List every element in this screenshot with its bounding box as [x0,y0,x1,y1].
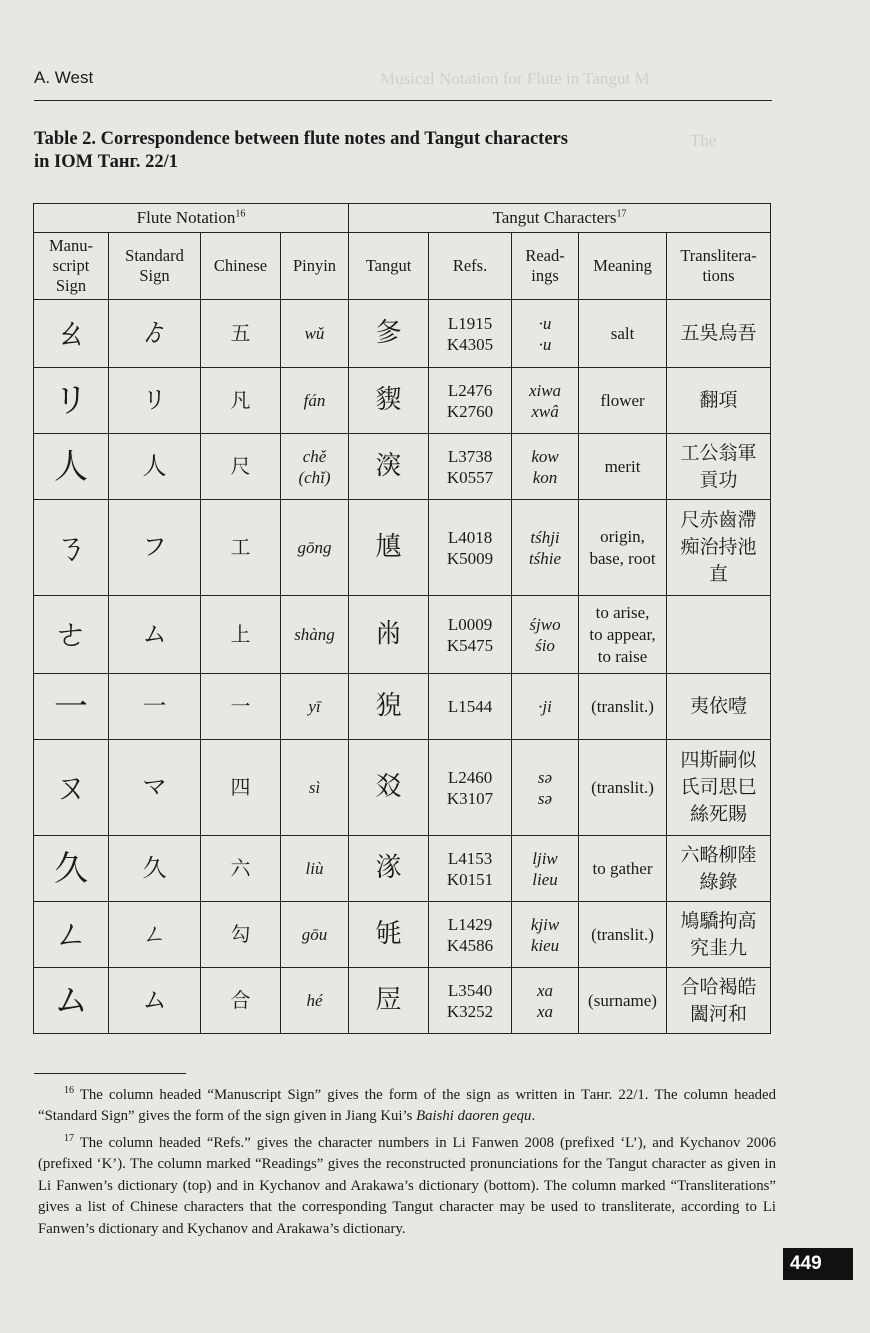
readings-cell: kjiw kieu [512,902,579,968]
manuscript-sign-cell: ㄠ [34,300,109,368]
transliterations-cell: 合哈褐皓 闔河和 [667,968,771,1034]
refs-cell: L4153 K0151 [429,836,512,902]
readings-cell: ·ji [512,674,579,740]
tangut-cell: 㣊 [349,300,429,368]
col-header-meaning: Meaning [579,233,667,300]
meaning-cell: to arise, to appear, to raise [579,596,667,674]
tangut-cell: 㴱 [349,434,429,500]
transliterations-cell: 夷依噎 [667,674,771,740]
standard-sign-cell: 一 [109,674,201,740]
readings-cell: xiwa xwâ [512,368,579,434]
meaning-cell: (translit.) [579,902,667,968]
col-header-readings: Read- ings [512,233,579,300]
manuscript-sign-cell: 久 [34,836,109,902]
chinese-cell: 上 [201,596,281,674]
meaning-cell: (surname) [579,968,667,1034]
refs-cell: L4018 K5009 [429,500,512,596]
refs-cell: L1544 [429,674,512,740]
table-row [34,434,771,500]
readings-cell: xa xa [512,968,579,1034]
bleed-through-text: The [690,131,717,150]
tangut-cell: 㸚 [349,740,429,836]
chinese-cell: 凡 [201,368,281,434]
col-header-pinyin: Pinyin [281,233,349,300]
transliterations-cell: 尺赤齒滯 痴治持池 直 [667,500,771,596]
transliterations-cell: 翻項 [667,368,771,434]
readings-cell: ljiw lieu [512,836,579,902]
manuscript-sign-cell: 人 [34,434,109,500]
transliterations-cell: 六略柳陸 綠錄 [667,836,771,902]
group-header-tangut: Tangut Characters$^{17}$ [349,204,771,233]
chinese-cell: 勾 [201,902,281,968]
group-header-flute: Flute Notation$^{16}$ [34,204,349,233]
table-row [34,674,771,740]
footnote-16: $^{16}$ The column headed “Manuscript Sign” gives the form of the sign as written in Танг. 22/1. The column headed “Standard Sign” gives the form of the sign given in Jiang Kui’s Baishi daoren gequ. [38,1085,777,1125]
table-row [34,596,771,674]
manuscript-sign-cell: ㄡ [34,740,109,836]
meaning-cell: (translit.) [579,674,667,740]
manuscript-sign-cell: ム [34,968,109,1034]
table-row [34,500,771,596]
chinese-cell: 工 [201,500,281,596]
standard-sign-cell: 人 [109,434,201,500]
transliterations-cell: 鳩驕拘高 究韭九 [667,902,771,968]
pinyin-cell: chě (chǐ) [281,434,349,500]
chinese-cell: 六 [201,836,281,902]
col-header-chinese: Chinese [201,233,281,300]
standard-sign-cell: ㄥ [109,902,201,968]
standard-sign-cell: ゟ [109,300,201,368]
tangut-cell: 㹸 [349,674,429,740]
meaning-cell: (translit.) [579,740,667,836]
col-header-refs: Refs. [429,233,512,300]
footnotes [38,1080,776,1240]
meaning-cell: merit [579,434,667,500]
transliterations-cell: 五吳烏吾 [667,300,771,368]
manuscript-sign-cell: ㄥ [34,902,109,968]
running-header-author: A. West [34,68,94,87]
transliterations-cell [667,596,771,674]
manuscript-sign-cell: ㄋ [34,500,109,596]
standard-sign-cell: マ [109,740,201,836]
refs-cell: L2476 K2760 [429,368,512,434]
pinyin-cell: hé [281,968,349,1034]
readings-cell: tśhji tśhie [512,500,579,596]
header-rule [34,100,772,101]
tangut-cell: 㴚 [349,836,429,902]
refs-cell: L1915 K4305 [429,300,512,368]
readings-cell: kow kon [512,434,579,500]
table-row [34,968,771,1034]
chinese-cell: 尺 [201,434,281,500]
pinyin-cell: wǔ [281,300,349,368]
page-number: 449 [783,1248,853,1280]
pinyin-cell: shàng [281,596,349,674]
standard-sign-cell: 久 [109,836,201,902]
bleed-through-text: Musical Notation for Flute in Tangut M [380,69,650,88]
col-header-transliterations: Translitera- tions [667,233,771,300]
manuscript-sign-cell: ㄜ [34,596,109,674]
transliterations-cell: 工公翁軍 貢功 [667,434,771,500]
table-row [34,300,771,368]
table-row [34,740,771,836]
pinyin-cell: fán [281,368,349,434]
table-caption [34,128,734,174]
col-header-standard-sign: Standard Sign [109,233,201,300]
transliterations-cell: 四斯嗣似 氏司思巳 絲死賜 [667,740,771,836]
pinyin-cell: gōng [281,500,349,596]
refs-cell: L0009 K5475 [429,596,512,674]
meaning-cell: origin, base, root [579,500,667,596]
standard-sign-cell: ム [109,968,201,1034]
caption-line-2: in IOM Танг. 22/1 [34,152,178,172]
chinese-cell: 一 [201,674,281,740]
pinyin-cell: liù [281,836,349,902]
chinese-cell: 四 [201,740,281,836]
pinyin-cell: sì [281,740,349,836]
meaning-cell: to gather [579,836,667,902]
tangut-cell: 㐤 [349,500,429,596]
readings-cell: ·u ·u [512,300,579,368]
col-header-tangut: Tangut [349,233,429,300]
chinese-cell: 合 [201,968,281,1034]
pinyin-cell: gōu [281,902,349,968]
readings-cell: śjwo śio [512,596,579,674]
pinyin-cell: yī [281,674,349,740]
manuscript-sign-cell: リ [34,368,109,434]
refs-cell: L3738 K0557 [429,434,512,500]
table-row [34,368,771,434]
footnote-rule [34,1073,186,1074]
refs-cell: L2460 K3107 [429,740,512,836]
flute-tangut-table [33,203,771,1034]
chinese-cell: 五 [201,300,281,368]
tangut-cell: 㲒 [349,902,429,968]
tangut-cell: 㞐 [349,968,429,1034]
caption-line-1: Table 2. Correspondence between flute notes and Tangut characters [34,129,568,149]
meaning-cell: salt [579,300,667,368]
standard-sign-cell: フ [109,500,201,596]
readings-cell: sə sə [512,740,579,836]
tangut-cell: 䝟 [349,368,429,434]
table-row [34,836,771,902]
col-header-manuscript-sign: Manu- script Sign [34,233,109,300]
footnote-17: $^{17}$ The column headed “Refs.” gives the character numbers in Li Fanwen 2008 (prefixed ‘L’), and Kychanov 2006 (prefixed ‘K’). The column marked “Readings” gives the reconstructed pronunciations for the Tangut character as given in Li Fanwen’s dictionary (top) and in Kychanov and Arakawa’s dictionary (bottom). The column marked “Transliterations” gives a list of Chinese characters that the corresponding Tangut character may be used to transliterate, according to Li Fanwen’s dictionary and Kychanov and Arakawa’s dictionary. [38,1132,776,1237]
refs-cell: L1429 K4586 [429,902,512,968]
standard-sign-cell: リ [109,368,201,434]
meaning-cell: flower [579,368,667,434]
standard-sign-cell: ム [109,596,201,674]
refs-cell: L3540 K3252 [429,968,512,1034]
table-row [34,902,771,968]
manuscript-sign-cell: 一 [34,674,109,740]
tangut-cell: 㡀 [349,596,429,674]
